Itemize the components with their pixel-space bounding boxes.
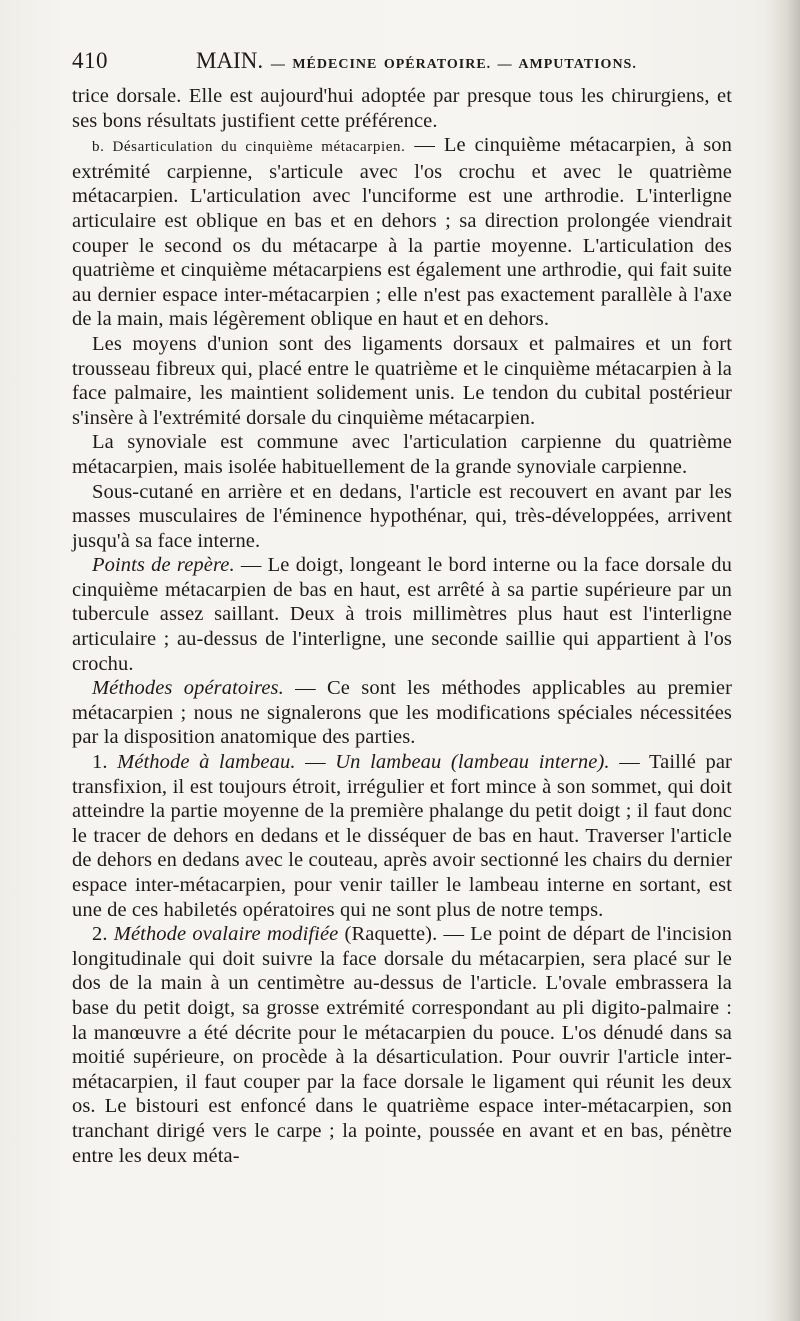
running-title-main: MAIN. <box>196 48 264 73</box>
section-subheading: Un lambeau (lambeau interne). <box>335 751 610 774</box>
page-edge-shadow <box>766 0 800 1321</box>
section-heading: Points de repère. <box>92 554 235 577</box>
paragraph <box>72 676 732 750</box>
paragraph-text: — Taillé par transfixion, il est toujours étroit, irrégulier et fort mince à son sommet, qui doit atteindre la partie moyenne de la première phalange du petit doigt ; il faut donc le tracer de dehors en dedans et le disséquer de bas en haut. Traverser l'article de dehors en dedans avec le couteau, après avoir sectionné les chairs du dernier espace inter-métacarpien, pour venir tailler le lambeau interne en sortant, est une de ces habiletés opératoires qui ne sont plus de notre temps. <box>72 751 732 921</box>
section-heading: b. Désarticulation du cinquième métacarpien. <box>92 139 406 156</box>
paragraph <box>72 553 732 676</box>
paragraph: trice dorsale. Elle est aujourd'hui adoptée par presque tous les chirurgiens, et ses bons résultats justifient cette préférence. <box>72 85 732 132</box>
running-header <box>72 48 732 78</box>
paragraph: Les moyens d'union sont des ligaments dorsaux et palmaires et un fort trousseau fibreux qui, placé entre le quatrième et le cinquième métacarpien à la face palmaire, les maintient solidement unis. Le tendon du cubital postérieur s'insère à l'extrémité dorsale du cinquième métacarpien. <box>72 332 732 429</box>
body-text <box>72 84 732 1168</box>
page-number: 410 <box>72 48 108 73</box>
paragraph <box>72 922 732 1168</box>
paragraph-text: — Le doigt, longeant le bord interne ou la face dorsale du cinquième métacarpien de bas en haut, est arrêté à sa partie supérieure par un tubercule assez saillant. Deux à trois millimètres plus haut est l'interligne articulaire ; au-dessus de l'interligne, une seconde saillie qui appartient à l'os crochu. <box>72 554 733 675</box>
paragraph: La synoviale est commune avec l'articulation carpienne du quatrième métacarpien, mais isolée habituellement de la grande synoviale carpienne. <box>72 431 732 478</box>
list-number: 1. <box>92 751 108 774</box>
paragraph-text: — <box>295 751 336 774</box>
section-heading: Méthodes opératoires. <box>92 677 284 700</box>
section-heading: Méthode ovalaire modifiée <box>113 923 339 946</box>
paragraph: Sous-cutané en arrière et en dedans, l'article est recouvert en avant par les masses musculaires de l'éminence hypothénar, qui, très-développées, arrivent jusqu'à sa face interne. <box>72 480 732 552</box>
running-title <box>196 48 637 74</box>
paragraph-text: — Le cinquième métacarpien, à son extrémité carpienne, s'articule avec l'os crochu et avec le quatrième métacarpien. L'articulation avec l'unciforme est une arthrodie. L'interligne articulaire est oblique en bas et en dehors ; sa direction prolongée viendrait couper le second os du métacarpe à la partie moyenne. L'articulation des quatrième et cinquième métacarpiens est également une arthrodie, qui fait suite au dernier espace inter-métacarpien ; elle n'est pas exactement parallèle à l'axe de la main, mais légèrement oblique en haut et en dehors. <box>72 134 733 331</box>
paragraph <box>72 133 732 332</box>
list-number: 2. <box>92 923 108 946</box>
section-heading: Méthode à lambeau. <box>117 751 296 774</box>
running-title-sub: — MÉDECINE OPÉRATOIRE. — AMPUTATIONS. <box>270 57 637 72</box>
paragraph-text: (Raquette). — Le point de départ de l'incision longitudinale qui doit suivre la face dorsale du métacarpien, sera placé sur le dos de la main à un centimètre au-dessus de l'article. L'ovale embrassera la base du petit doigt, sa grosse extrémité correspondant au pli digito-palmaire : la manœuvre a été décrite pour le métacarpien du pouce. L'os dénudé dans sa moitié supérieure, on procède à la désarticulation. Pour ouvrir l'article inter-métacarpien, il faut couper par la face dorsale le ligament qui réunit les deux os. Le bistouri est enfoncé dans le quatrième espace inter-métacarpien, son tranchant dirigé vers le carpe ; la pointe, poussée en avant et en bas, pénètre entre les deux méta- <box>72 923 732 1167</box>
paragraph <box>72 750 732 922</box>
paragraph-text: — Ce sont les méthodes applicables au premier métacarpien ; nous ne signalerons que les modifications spéciales nécessitées par la disposition anatomique des parties. <box>72 677 733 749</box>
